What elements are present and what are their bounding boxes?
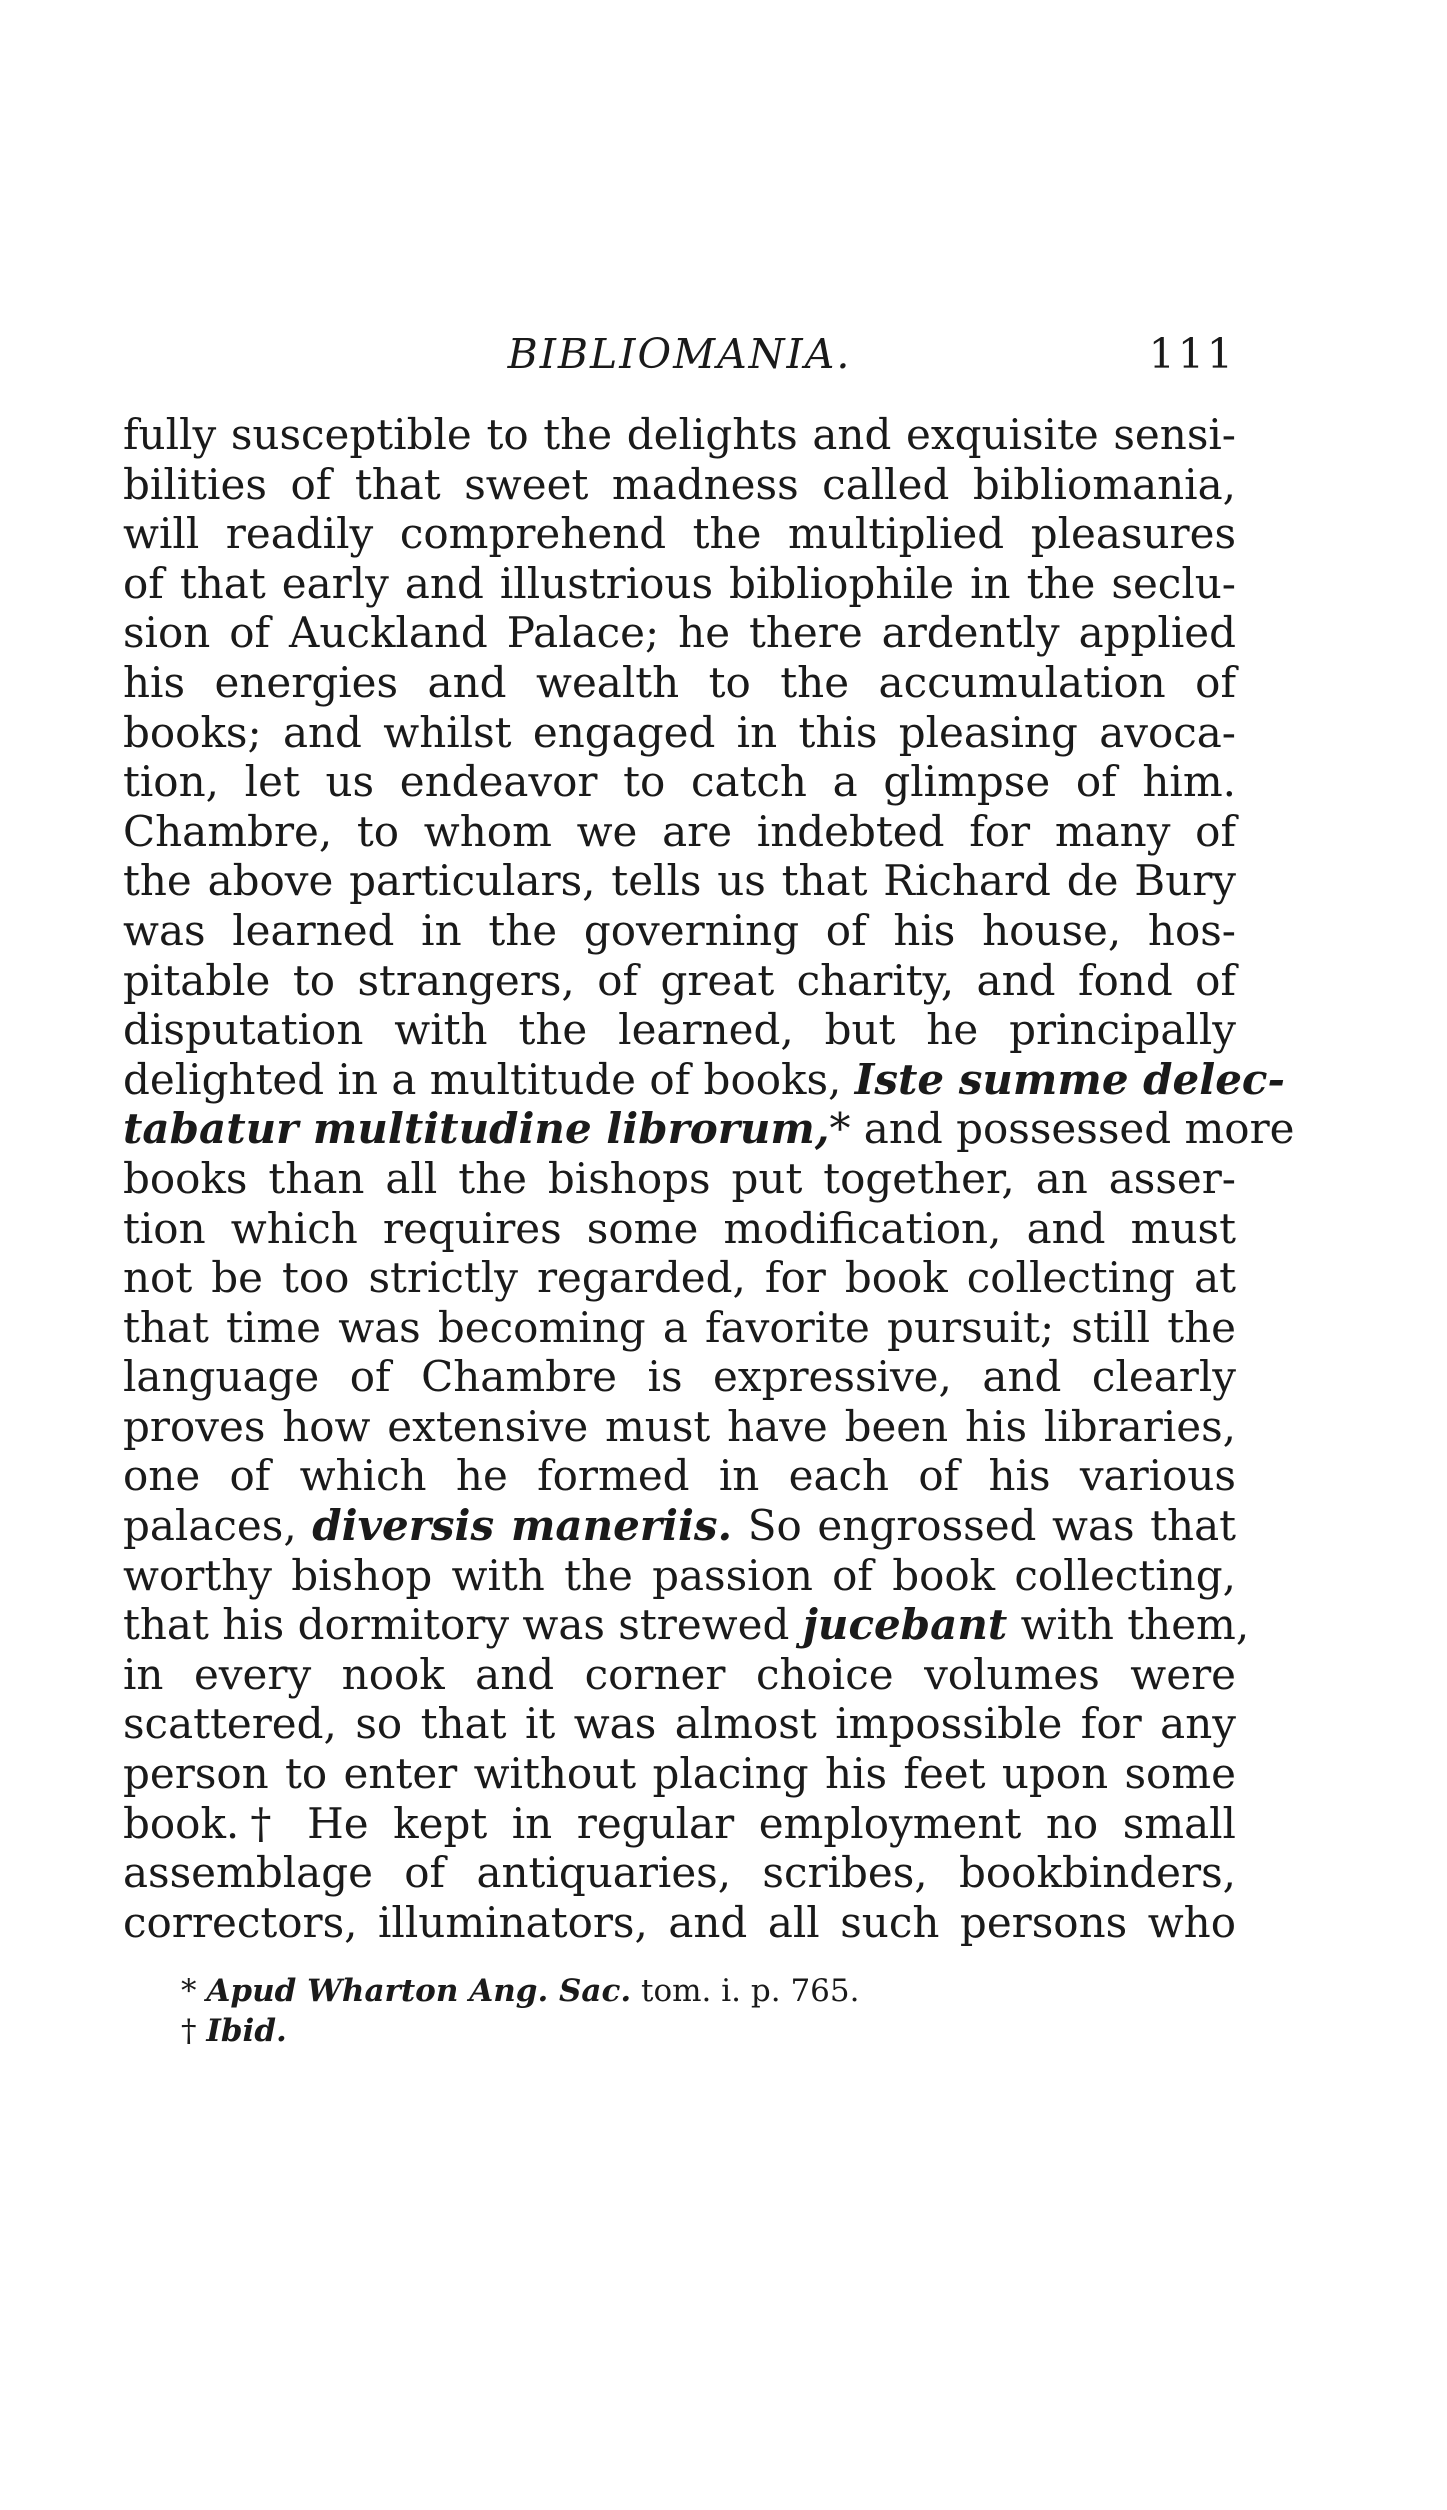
text-run: will readily comprehend the multiplied pleasures — [123, 509, 1236, 559]
text-run: correctors, illuminators, and all such persons who — [123, 1897, 1236, 1947]
text-line — [123, 1154, 1236, 1204]
text-line — [123, 1402, 1236, 1452]
page-header — [123, 330, 1236, 390]
italic-text: diversis maneriis. — [312, 1501, 733, 1551]
footnote — [181, 2011, 1236, 2051]
text-line — [123, 1005, 1236, 1055]
text-run: worthy bishop with the passion of book collecting, — [123, 1550, 1236, 1600]
text-run: book.† He kept in regular employment no small — [123, 1798, 1236, 1848]
text-run: one of which he formed in each of his various — [123, 1451, 1236, 1501]
italic-text: Apud Wharton Ang. Sac. — [206, 1973, 632, 2010]
text-run: tom. i. p. 765. — [631, 1973, 860, 2010]
body-text — [123, 410, 1295, 1947]
text-line — [123, 1104, 1295, 1154]
text-line — [123, 608, 1236, 658]
text-run: language of Chambre is expressive, and clearly — [123, 1352, 1236, 1402]
text-run: his energies and wealth to the accumulation of — [123, 657, 1236, 707]
text-line — [123, 1253, 1236, 1303]
text-line — [123, 1054, 1285, 1105]
text-run: * — [181, 1973, 207, 2010]
italic-text: tabatur multitudine librorum, — [123, 1104, 830, 1154]
text-run: books than all the bishops put together, an asser- — [123, 1153, 1236, 1203]
text-run: assemblage of antiquaries, scribes, bookbinders, — [123, 1848, 1236, 1898]
text-line — [123, 1501, 1236, 1551]
text-run: tion, let us endeavor to catch a glimpse of him. — [123, 757, 1236, 807]
text-line — [123, 658, 1236, 708]
text-line — [123, 807, 1236, 857]
text-line — [123, 906, 1236, 956]
page-number: 111 — [1148, 330, 1236, 378]
text-run: of that early and illustrious bibliophile in the seclu- — [123, 558, 1236, 608]
text-line — [123, 956, 1236, 1006]
text-line — [123, 1303, 1236, 1353]
italic-text: Ibid. — [206, 2013, 287, 2050]
text-line — [123, 1699, 1236, 1749]
text-run: sion of Auckland Palace; he there ardently applied — [123, 608, 1236, 658]
text-run: with them, — [1007, 1600, 1250, 1650]
book-page — [123, 330, 1295, 2051]
text-line — [123, 1551, 1236, 1601]
text-run: pitable to strangers, of great charity, and fond of — [123, 955, 1236, 1005]
text-run: scattered, so that it was almost impossible for any — [123, 1699, 1236, 1749]
text-run: * and possessed more — [829, 1104, 1295, 1154]
italic-text: Iste summe delec- — [854, 1054, 1285, 1104]
text-line — [123, 1848, 1236, 1898]
text-line — [123, 559, 1236, 609]
text-run: So engrossed was that — [732, 1501, 1236, 1551]
text-line — [123, 1600, 1250, 1650]
text-run: disputation with the learned, but he principally — [123, 1005, 1236, 1055]
text-line — [123, 757, 1236, 807]
text-run: proves how extensive must have been his libraries, — [123, 1401, 1236, 1451]
text-line — [123, 1352, 1236, 1402]
running-title: BIBLIOMANIA. — [507, 330, 852, 378]
text-run: books; and whilst engaged in this pleasing avoca- — [123, 707, 1236, 757]
text-line — [123, 1749, 1236, 1799]
text-line — [123, 509, 1236, 559]
text-line — [123, 1898, 1236, 1948]
text-run: that time was becoming a favorite pursuit; still the — [123, 1302, 1236, 1352]
text-line — [123, 460, 1236, 510]
text-line — [123, 1204, 1236, 1254]
footnote — [181, 1971, 1236, 2011]
text-run: in every nook and corner choice volumes were — [123, 1649, 1236, 1699]
text-line — [123, 708, 1236, 758]
text-run: delighted in a multitude of books, — [123, 1054, 855, 1104]
text-run: fully susceptible to the delights and exquisite sensi- — [123, 410, 1236, 459]
text-run: that his dormitory was strewed — [123, 1600, 803, 1650]
italic-text: jucebant — [802, 1600, 1008, 1650]
text-run: was learned in the governing of his house, hos- — [123, 905, 1236, 955]
text-line — [123, 410, 1236, 460]
text-run: person to enter without placing his feet upon some — [123, 1749, 1236, 1799]
text-line — [123, 1650, 1236, 1700]
text-run: the above particulars, tells us that Richard de Bury — [123, 856, 1236, 906]
footnotes — [123, 1971, 1236, 2051]
text-run: † — [181, 2013, 207, 2050]
text-run: tion which requires some modification, and must — [123, 1203, 1236, 1253]
text-line — [123, 1799, 1236, 1849]
text-run: palaces, — [123, 1501, 313, 1551]
text-line — [123, 1451, 1236, 1501]
text-run: Chambre, to whom we are indebted for many of — [123, 806, 1236, 856]
text-run: not be too strictly regarded, for book collecting at — [123, 1253, 1236, 1303]
text-run: bilities of that sweet madness called bibliomania, — [123, 459, 1236, 509]
text-line — [123, 856, 1236, 906]
